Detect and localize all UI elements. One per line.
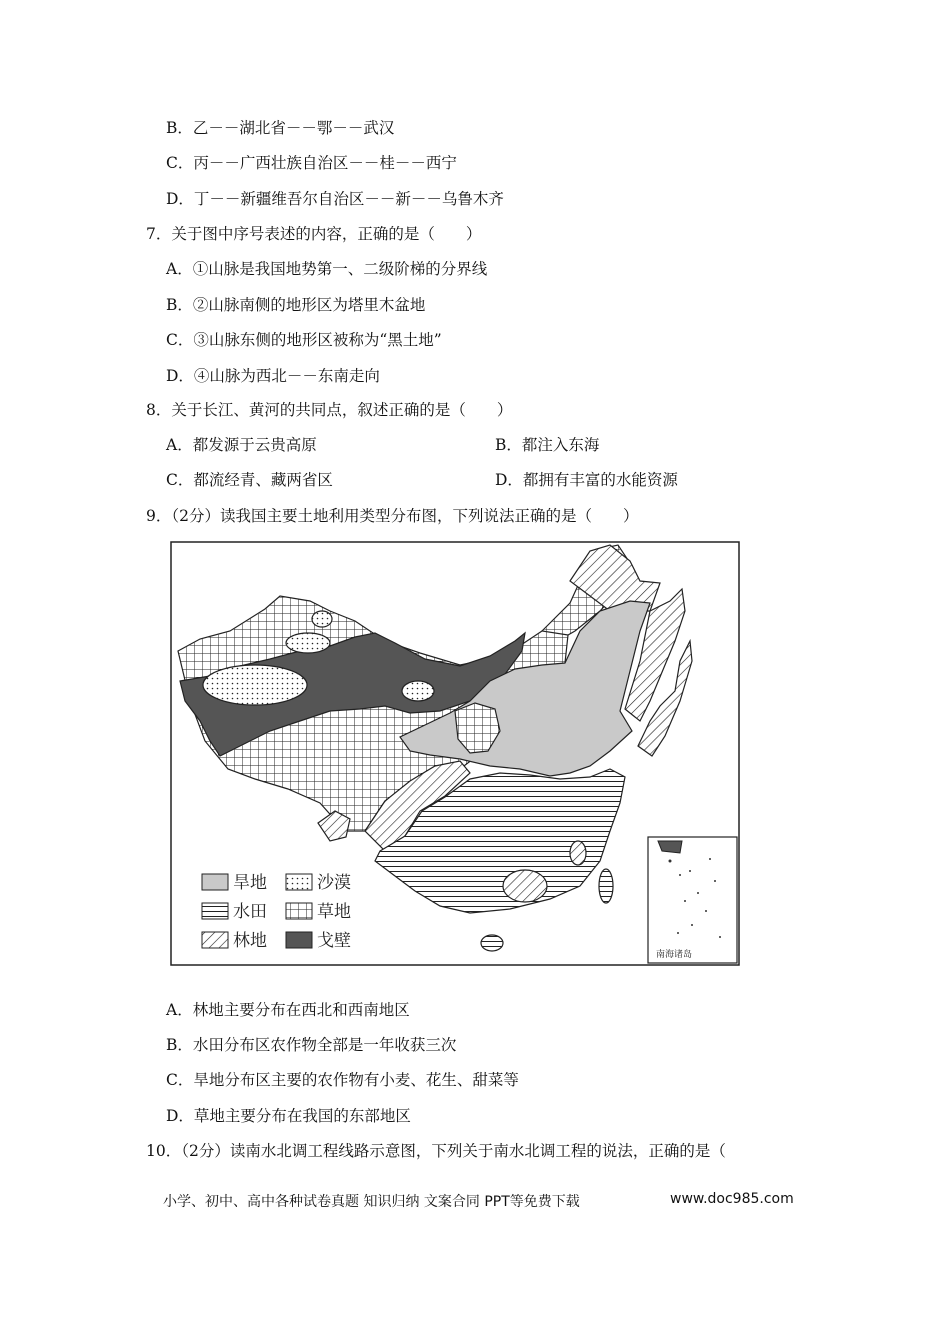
q7-option-c: C．③山脉东侧的地形区被称为“黑土地”	[166, 331, 442, 349]
junggar-desert	[286, 633, 330, 653]
q8-option-a: A．都发源于云贵高原	[166, 436, 317, 454]
q9-option-a: A．林地主要分布在西北和西南地区	[166, 1001, 410, 1019]
q9-option-d: D．草地主要分布在我国的东部地区	[166, 1107, 411, 1125]
q8-option-b: B．都注入东海	[495, 436, 600, 454]
hainan	[481, 935, 503, 951]
south-china-sea-inset	[648, 837, 737, 963]
q6-option-c: C．丙－－广西壮族自治区－－桂－－西宁	[166, 154, 457, 172]
footer-text: 小学、初中、高中各种试卷真题 知识归纳 文案合同 PPT等免费下载	[163, 1194, 580, 1210]
legend-dryland-label: 旱地	[233, 873, 267, 892]
q7-option-b: B．②山脉南侧的地形区为塔里木盆地	[166, 296, 426, 314]
q10-stem: 10．（2分）读南水北调工程线路示意图，下列关于南水北调工程的说法，正确的是（	[146, 1142, 726, 1160]
legend-desert-swatch	[286, 874, 312, 890]
legend-gobi-label: 戈壁	[317, 931, 351, 950]
page-footer	[163, 1191, 794, 1211]
alashan-desert	[402, 681, 434, 701]
q9-option-b: B．水田分布区农作物全部是一年收获三次	[166, 1036, 457, 1054]
q6-option-d: D．丁－－新疆维吾尔自治区－－新－－乌鲁木齐	[166, 190, 504, 208]
footer-url[interactable]: www.doc985.com	[670, 1191, 794, 1207]
legend-dryland-swatch	[202, 874, 228, 890]
inset-coast	[658, 841, 682, 853]
legend-desert-label: 沙漠	[317, 873, 351, 892]
legend-forest-label: 林地	[233, 931, 267, 950]
q8-option-c: C．都流经青、藏两省区	[166, 471, 333, 489]
q7-option-a: A．①山脉是我国地势第一、二级阶梯的分界线	[166, 260, 488, 278]
legend-paddy-label: 水田	[233, 902, 267, 921]
q7-option-d: D．④山脉为西北－－东南走向	[166, 367, 380, 385]
q7-stem: 7．关于图中序号表述的内容，正确的是（ ）	[146, 225, 482, 243]
q9-stem: 9．（2分）读我国主要土地利用类型分布图，下列说法正确的是（ ）	[146, 507, 639, 525]
legend-grassland-swatch	[286, 903, 312, 919]
q8-option-d: D．都拥有丰富的水能资源	[495, 471, 678, 489]
taiwan	[599, 869, 613, 903]
legend-paddy-swatch	[202, 903, 228, 919]
q8-stem: 8．关于长江、黄河的共同点，叙述正确的是（ ）	[146, 401, 513, 419]
land-use-map	[170, 541, 740, 966]
north-desert-small	[312, 611, 332, 627]
legend-forest-swatch	[202, 932, 228, 948]
legend-grassland-label: 草地	[317, 902, 351, 921]
taklimakan-desert	[203, 665, 307, 705]
south-forest-patch	[503, 870, 547, 902]
legend-gobi-swatch	[286, 932, 312, 948]
fujian-forest-patch	[570, 841, 586, 865]
q9-option-c: C．旱地分布区主要的农作物有小麦、花生、甜菜等	[166, 1071, 519, 1089]
q6-option-b: B．乙－－湖北省－－鄂－－武汉	[166, 119, 395, 137]
inset-label: 南海诸岛	[656, 949, 693, 959]
